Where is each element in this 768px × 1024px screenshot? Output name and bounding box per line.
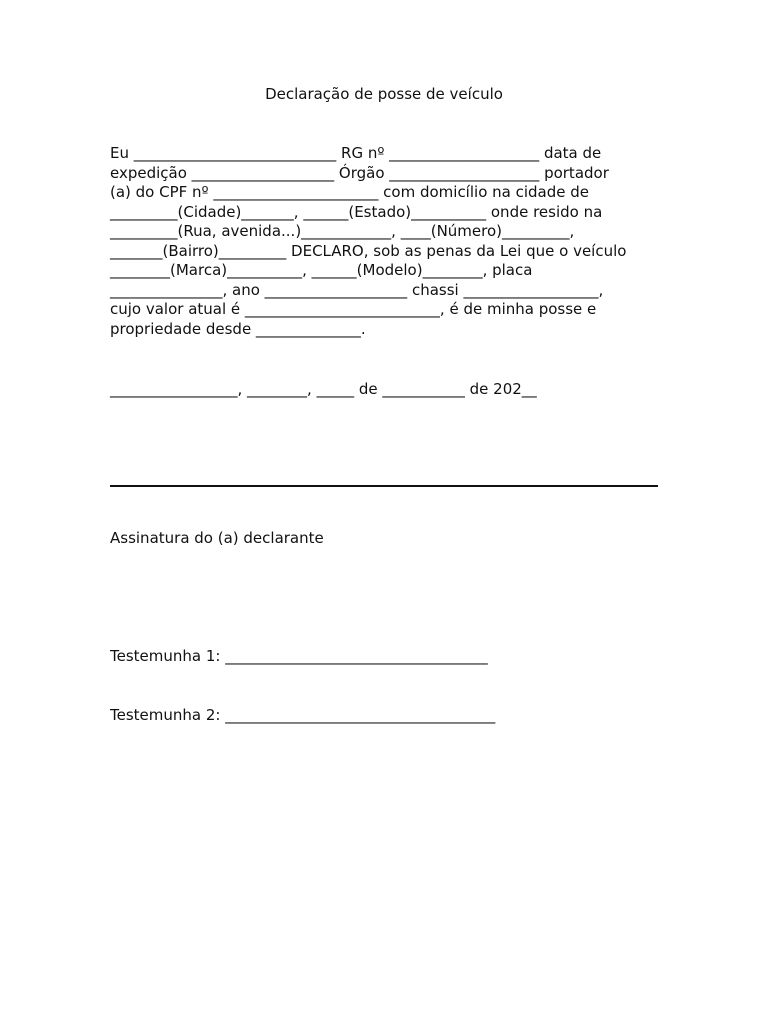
body-line: _______________, ano ___________________ chassi __________________, — [110, 280, 604, 299]
body-line: (a) do CPF nº ______________________ com domicílio na cidade de — [110, 183, 589, 201]
body-line: _________(Cidade)_______, ______(Estado)__________ onde resido na — [110, 202, 603, 221]
body-line: Eu ___________________________ RG nº ____________________ data de — [110, 144, 602, 162]
document-title: Declaração de posse de veículo — [265, 85, 503, 103]
body-line: cujo valor atual é __________________________, é de minha posse e — [110, 300, 597, 318]
declaration-body — [110, 144, 670, 339]
signature-label: Assinatura do (a) declarante — [110, 529, 324, 547]
body-line: _______(Bairro)_________ DECLARO, sob as penas da Lei que o veículo — [110, 241, 627, 260]
body-line: propriedade desde ______________. — [110, 319, 366, 338]
date-location-line: _________________, ________, _____ de ___________ de 202__ — [110, 380, 537, 398]
body-line: expedição ___________________ Órgão ____________________ portador — [110, 163, 609, 182]
body-line: _________(Rua, avenida...)____________, ____(Número)_________, — [110, 222, 575, 240]
body-line: ________(Marca)__________, ______(Modelo)________, placa — [110, 261, 533, 279]
signature-line — [110, 485, 658, 487]
witness-2-line: Testemunha 2: ____________________________________ — [110, 706, 496, 724]
witness-1-line: Testemunha 1: ___________________________________ — [110, 647, 488, 665]
